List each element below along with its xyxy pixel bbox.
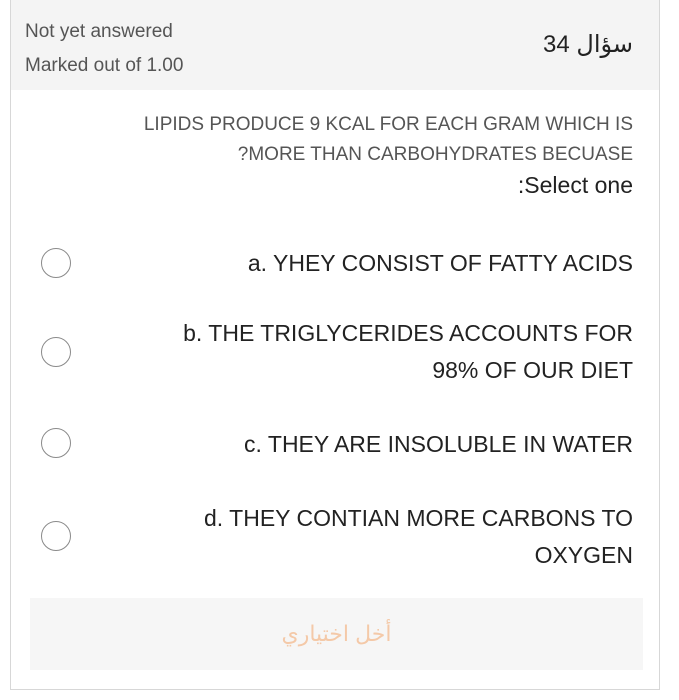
clear-choice-label: أخل اختياري	[281, 621, 392, 646]
question-info-header	[11, 0, 659, 90]
radio-button-c[interactable]	[41, 428, 71, 458]
answer-option-label: a. YHEY CONSIST OF FATTY ACIDS	[247, 250, 633, 276]
select-one-prompt: :Select one	[517, 172, 633, 198]
question-card	[10, 0, 660, 690]
question-text-line: LIPIDS PRODUCE 9 KCAL FOR EACH GRAM WHICH IS	[143, 114, 633, 135]
question-status	[25, 15, 183, 83]
answer-option-label: d. THEY CONTIAN MORE CARBONS TO OXYGEN	[204, 505, 633, 568]
question-text	[33, 110, 633, 170]
answer-option-label: c. THEY ARE INSOLUBLE IN WATER	[244, 431, 633, 457]
clear-choice-button[interactable]	[30, 598, 643, 670]
answer-option-label: b. THE TRIGLYCERIDES ACCOUNTS FOR 98% OF OUR DIET	[183, 320, 633, 383]
answer-status-text: Not yet answered	[25, 21, 173, 42]
radio-button-b[interactable]	[41, 337, 71, 367]
radio-button-d[interactable]	[41, 521, 71, 551]
radio-button-a[interactable]	[41, 248, 71, 278]
marks-text: Marked out of 1.00	[25, 55, 184, 76]
question-number: سؤال 34	[543, 31, 633, 58]
question-text-line: ?MORE THAN CARBOHYDRATES BECUASE	[237, 144, 633, 165]
